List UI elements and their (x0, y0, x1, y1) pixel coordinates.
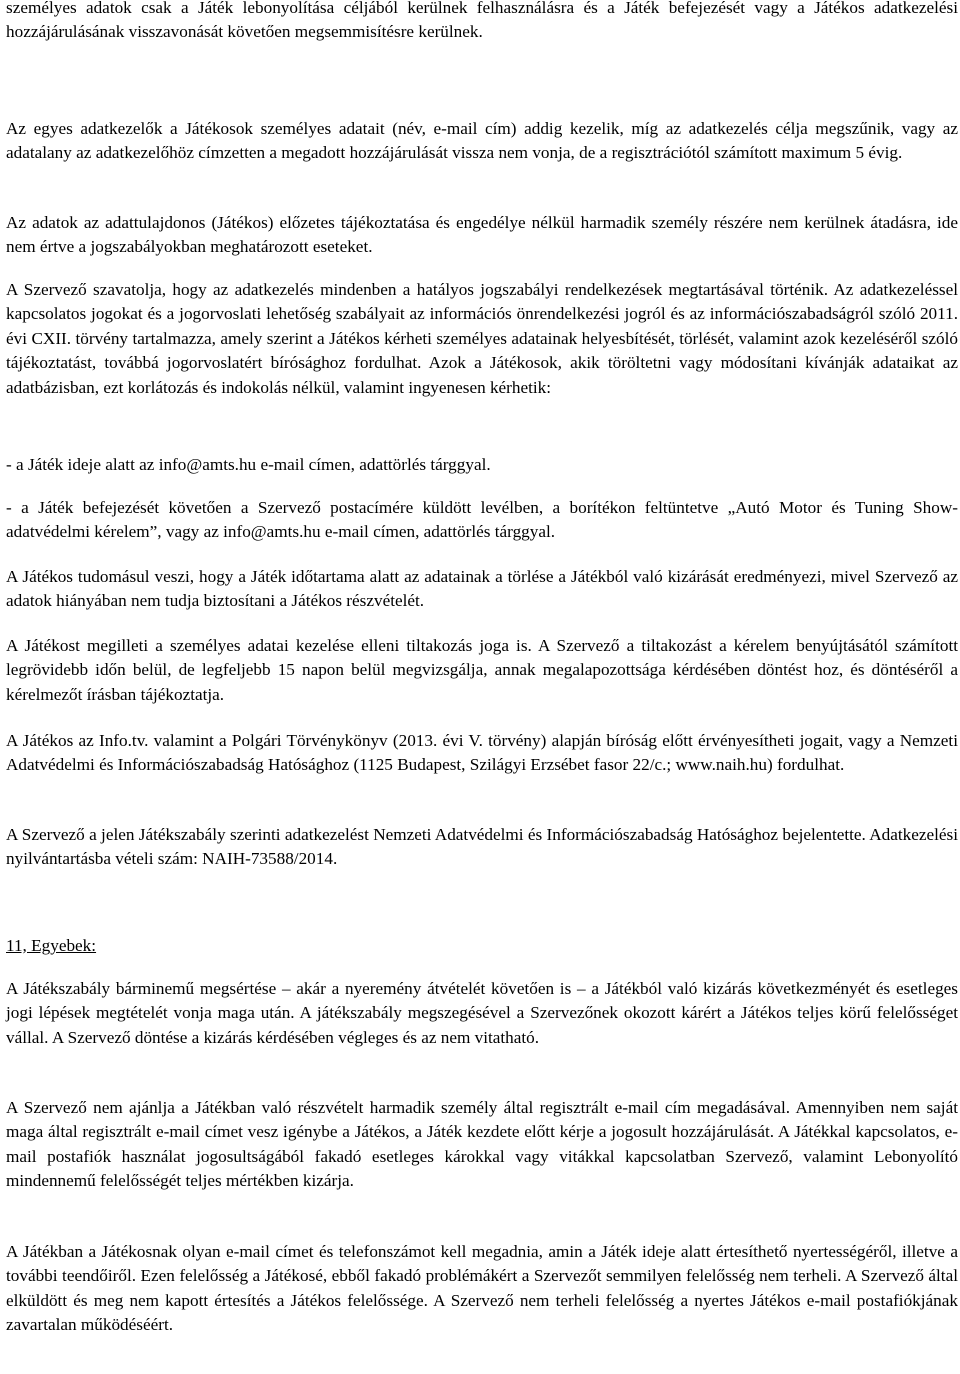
paragraph-naih-registration: A Szervező a jelen Játékszabály szerinti adatkezelést Nemzeti Adatvédelmi és Információszabadság Hatósághoz bejelentette. Adatkezelési nyilvántartásba vételi szám: NAIH-73588/2014. (6, 825, 958, 869)
paragraph-contact-responsibility: A Játékban a Játékosnak olyan e-mail címet és telefonszámot kell megadnia, amin a Játék ideje alatt értesíthető nyertességéről, illetve a további teendőiről. Ezen felelősség a Játékosé, ebből fakadó problémákért a Szervezőt semmilyen felelősség nem terheli. A Szervező által elküldött és meg nem kapott értesítés a Játékos felelőssége. A Szervező nem terheli felelősség a nyertes Játékos e-mail postafiókjának zavartalan működéséért. (6, 1242, 958, 1335)
paragraph-legal-remedy: A Játékos az Info.tv. valamint a Polgári Törvénykönyv (2013. évi V. törvény) alapján bíróság előtt érvényesítheti jogait, vagy a Nemzeti Adatvédelmi és Információszabadság Hatósághoz (1125 Budapest, Szilágyi Erzsébet fasor 22/c.; www.naih.hu) fordulhat. (6, 731, 958, 775)
paragraph-deletion-during-game: - a Játék ideje alatt az info@amts.hu e-mail címen, adattörlés tárggyal. (6, 455, 491, 474)
paragraph-retention-period: Az egyes adatkezelők a Játékosok személyes adatait (név, e-mail cím) addig kezelik, míg az adatkezelés célja megszűnik, vagy az adatalany az adatkezelőhöz címzetten a megadott hozzájárulását vissza nem vonja, de a regisztrációtól számított maximum 5 évig. (6, 119, 958, 163)
paragraph-legal-compliance: A Szervező szavatolja, hogy az adatkezelés mindenben a hatályos jogszabályi rendelkezések megtartásával történik. Az adatkezeléssel kapcsolatos jogokat és a jogorvoslati lehetőség szabályait az információs önrendelkezési jogról és az információszabadságról szóló 2011. évi CXII. törvény tartalmazza, amely szerint a Játékos kérheti személyes adatainak helyesbítését, törlését, valamint azok kezeléséről szóló tájékoztatást, továbbá jogorvoslatért bírósághoz fordulhat. Azok a Játékosok, akik töröltetni vagy módosítani kívánják adataikat az adatbázisban, ezt korlátozás és indokolás nélkül, valamint ingyenesen kérhetik: (6, 280, 958, 397)
paragraph-rule-violation: A Játékszabály bárminemű megsértése – akár a nyeremény átvételét követően is – a Játékból való kizárás következményét és esetleges jogi lépések megtételét vonja maga után. A játékszabály megszegésével a Szervezőnek okozott kárért a Játékos teljes körű felelősséget vállal. A Szervező döntése a kizárás kérdésében végleges és az nem vitatható. (6, 979, 958, 1047)
paragraph-objection-right: A Játékost megilleti a személyes adatai kezelése elleni tiltakozás joga is. A Szervező a tiltakozást a kérelem benyújtásától számított legrövidebb időn belül, de legfeljebb 15 napon belül megvizsgálja, annak megalapozottsága kérdésében döntést hoz, és döntéséről a kérelmezőt írásban tájékoztatja. (6, 636, 958, 704)
paragraph-data-deletion: személyes adatok csak a Játék lebonyolítása céljából kerülnek felhasználásra és a Játék befejezését vagy a Játékos adatkezelési hozzájárulásának visszavonását követően megsemmisítésre kerülnek. (6, 0, 958, 42)
paragraph-deletion-after-game: - a Játék befejezését követően a Szervező postacímére küldött levélben, a borítékon feltüntetve „Autó Motor és Tuning Show- adatvédelmi kérelem”, vagy az info@amts.hu e-mail címen, adattörlés tárggyal. (6, 498, 958, 542)
section-heading-other: 11, Egyebek: (6, 936, 97, 955)
paragraph-third-party: Az adatok az adattulajdonos (Játékos) előzetes tájékoztatása és engedélye nélkül harmadik személy részére nem kerülnek átadásra, ide nem értve a jogszabályokban meghatározott eseteket. (6, 213, 958, 257)
paragraph-third-party-email: A Szervező nem ajánlja a Játékban való részvételt harmadik személy által regisztrált e-mail cím megadásával. Amennyiben nem saját maga által regisztrált e-mail címet vesz igénybe a Játékos, a Játék kezdete előtt kérje a jogosult hozzájárulását. A Játékkal kapcsolatos, e-mail postafiók használat jogosultságából fakadó esetleges károkkal vagy vitákkal kapcsolatban Szervező, valamint Lebonyolító mindennemű felelősségét teljes mértékben kizárja. (6, 1098, 958, 1191)
paragraph-deletion-consequence: A Játékos tudomásul veszi, hogy a Játék időtartama alatt az adatainak a törlése a Játékból való kizárását eredményezi, mivel Szervező az adatok hiányában nem tudja biztosítani a Játékos részvételét. (6, 567, 958, 611)
